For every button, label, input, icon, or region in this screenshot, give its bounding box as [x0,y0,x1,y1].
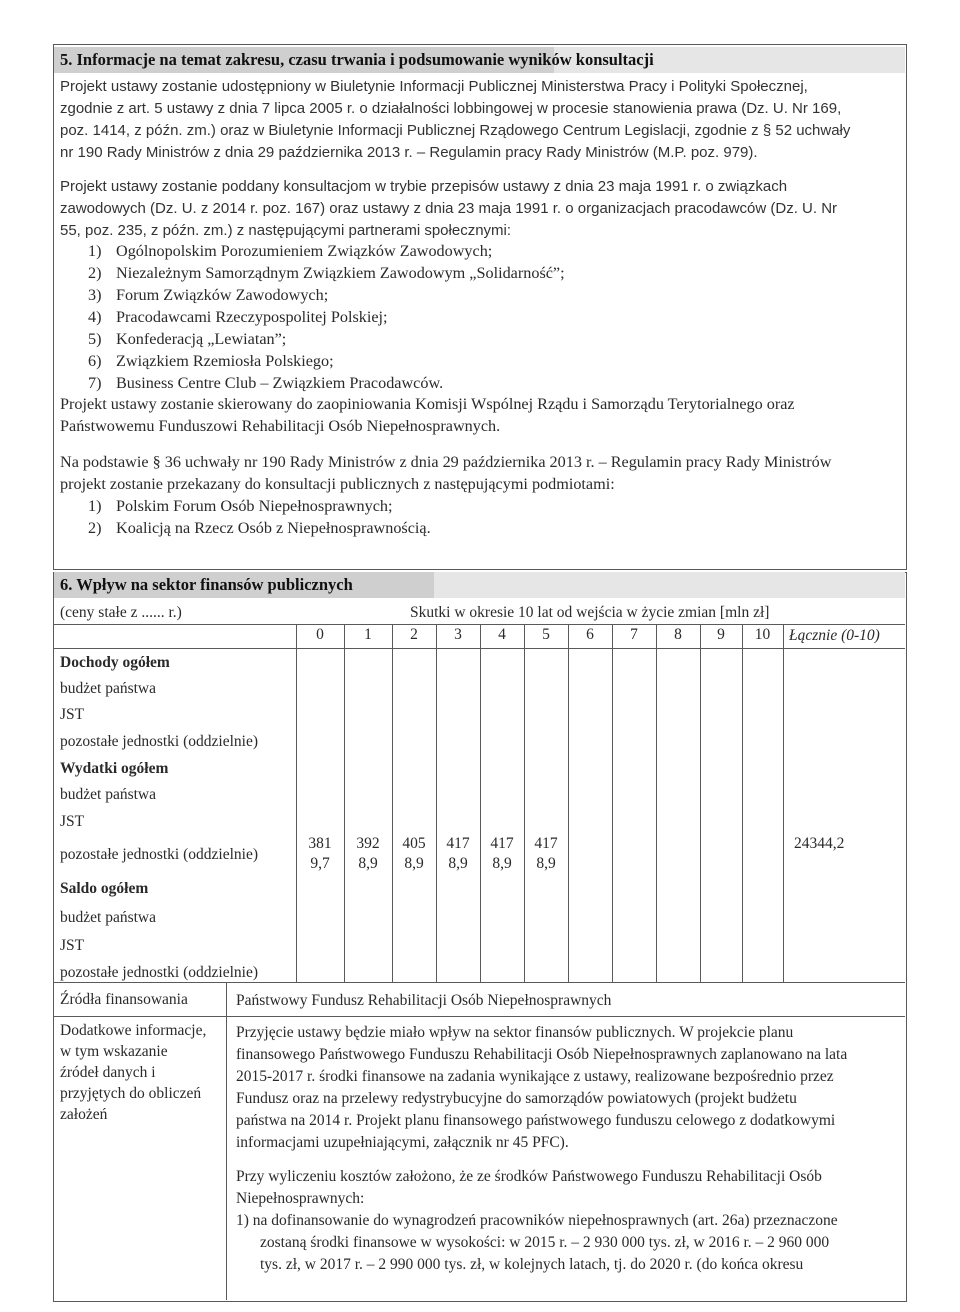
entity-item-label: Polskim Forum Osób Niepełnosprawnych; [116,497,393,515]
value-line-2: 8,9 [536,855,556,872]
row-expenditure-total: Wydatki ogółem [60,760,169,777]
value-line-1: 417 [534,835,558,852]
row-balance-state: budżet państwa [60,909,156,926]
year-column-header: 5 [542,626,550,643]
year-column-header: 10 [754,626,771,643]
info-p2-2: Niepełnosprawnych: [236,1190,365,1207]
partner-item [88,350,334,372]
paragraph-public-consult-1: Na podstawie § 36 uchwały nr 190 Rady Ministrów z dnia 29 października 2013 r. – Regulamin pracy Rady Ministrów [60,453,832,471]
year-column-header: 2 [410,626,418,643]
year-column-header: 1 [364,626,372,643]
partner-item [88,240,492,262]
paragraph-lobbying-1: Projekt ustawy zostanie udostępniony w Biuletynie Informacji Publicznej Ministerstwa Pracy i Polityki Społecznej, [60,78,808,95]
info-label-4: przyjętych do obliczeń [60,1085,202,1102]
info-p1-1: Przyjęcie ustawy będzie miało wpływ na sektor finansów publicznych. W projekcie planu [236,1024,794,1041]
section-5-title: 5. Informacje na temat zakresu, czasu trwania i podsumowanie wyników konsultacji [60,50,654,69]
entity-item [88,495,393,517]
expenditure-total-value: 24344,2 [794,835,845,852]
paragraph-lobbying-2: zgodnie z art. 5 ustawy z dnia 7 lipca 2005 r. o działalności lobbingowej w procesie stanowienia prawa (Dz. U. Nr 169, [60,100,842,117]
year-column-header: 8 [674,626,682,643]
partner-item [88,372,443,394]
info-p2-4: zostaną środki finansowe w wysokości: w 2015 r. – 2 930 000 tys. zł, w 2016 r. – 2 960 000 [260,1234,830,1251]
info-label-2: w tym wskazanie [60,1043,168,1060]
paragraph-lobbying-3: poz. 1414, z późn. zm.) oraz w Biuletynie Informacji Publicznej Rządowego Centrum Legislacji, zgodnie z § 52 uchwały [60,122,851,139]
expenditure-other-value [296,834,344,874]
year-column-header: 4 [498,626,506,643]
paragraph-unions-1: Projekt ustawy zostanie poddany konsultacjom w trybie przepisów ustawy z dnia 23 maja 1991 r. o związkach [60,178,788,195]
value-line-1: 417 [490,835,514,852]
row-income-total: Dochody ogółem [60,654,170,671]
partner-item-label: Forum Związków Zawodowych; [116,286,329,304]
partner-item [88,328,286,350]
value-line-2: 8,9 [492,855,512,872]
partner-item-label: Business Centre Club – Związkiem Pracodawców. [116,374,444,392]
paragraph-lobbying-4: nr 190 Rady Ministrów z dnia 29 października 2013 r. – Regulamin pracy Rady Ministrów (M.P. poz. 979). [60,144,758,161]
info-label-5: założeń [60,1106,108,1123]
section-5-header [54,47,905,73]
info-p1-5: państwa na 2014 r. Projekt planu finansowego państwowego funduszu celowego z dodatkowymi [236,1112,836,1129]
info-p1-3: 2015-2017 r. środki finansowe na zadania wynikające z ustawy, realizowane bezpośrednio przez [236,1068,834,1085]
info-label-3: źródeł danych i [60,1064,156,1081]
value-line-2: 8,9 [358,855,378,872]
value-line-1: 417 [446,835,470,852]
paragraph-commission-1: Projekt ustawy zostanie skierowany do zaopiniowania Komisji Wspólnej Rządu i Samorządu Terytorialnego oraz [60,395,795,413]
value-line-2: 9,7 [310,855,330,872]
value-line-1: 405 [402,835,426,852]
paragraph-commission-2: Państwowemu Funduszowi Rehabilitacji Osób Niepełnosprawnych. [60,417,501,435]
row-income-state: budżet państwa [60,680,156,697]
partner-item [88,284,328,306]
paragraph-unions-3: 55, poz. 235, z późn. zm.) z następującymi partnerami społecznymi: [60,222,512,239]
row-balance-jst: JST [60,937,85,954]
year-column-header: 6 [586,626,594,643]
expenditure-other-value [480,834,524,874]
info-p1-6: informacjami uzupełniającymi, załącznik nr 45 PFC). [236,1134,569,1151]
info-p1-4: Fundusz oraz na przelewy redystrybucyjne do samorządów powiatowych (projekt budżetu [236,1090,797,1107]
partner-item-label: Konfederacją „Lewiatan”; [116,330,287,348]
entity-item [88,517,431,539]
total-header: Łącznie (0-10) [789,627,880,644]
section-6-header [54,572,905,598]
row-expenditure-jst: JST [60,813,85,830]
partner-item-number: 6) [88,352,102,370]
year-column-header: 7 [630,626,638,643]
partner-item-label: Ogólnopolskim Porozumieniem Związków Zawodowych; [116,242,493,260]
info-label-1: Dodatkowe informacje, [60,1022,207,1039]
row-expenditure-state: budżet państwa [60,786,156,803]
info-p2-3: 1) na dofinansowanie do wynagrodzeń pracowników niepełnosprawnych (art. 26a) przeznaczone [236,1212,838,1229]
partner-item-label: Pracodawcami Rzeczypospolitej Polskiej; [116,308,388,326]
entity-item-label: Koalicją na Rzecz Osób z Niepełnosprawnością. [116,519,431,537]
expenditure-other-value [436,834,480,874]
row-balance-other: pozostałe jednostki (oddzielnie) [60,964,258,981]
partner-item-label: Niezależnym Samorządnym Związkiem Zawodowym „Solidarność”; [116,264,565,282]
paragraph-public-consult-2: projekt zostanie przekazany do konsultacji publicznych z następującymi podmiotami: [60,475,615,493]
value-line-2: 8,9 [404,855,424,872]
info-p2-5: tys. zł, w 2017 r. – 2 990 000 tys. zł, w kolejnych latach, tj. do 2020 r. (do końca okresu [260,1256,804,1273]
row-income-other: pozostałe jednostki (oddzielnie) [60,733,258,750]
entity-item-number: 1) [88,497,102,515]
sources-value: Państwowy Fundusz Rehabilitacji Osób Niepełnosprawnych [236,992,612,1009]
value-line-1: 381 [308,835,332,852]
partner-item-label: Związkiem Rzemiosła Polskiego; [116,352,334,370]
partner-item-number: 7) [88,374,102,392]
partner-item-number: 5) [88,330,102,348]
entity-item-number: 2) [88,519,102,537]
section-6-title: 6. Wpływ na sektor finansów publicznych [60,575,353,594]
partner-item [88,306,388,328]
paragraph-unions-2: zawodowych (Dz. U. z 2014 r. poz. 167) oraz ustawy z dnia 23 maja 1991 r. o organizacjach pracodawców (Dz. U. Nr [60,200,838,217]
expenditure-other-value [524,834,568,874]
value-line-1: 392 [356,835,380,852]
info-p1-2: finansowego Państwowego Funduszu Rehabilitacji Osób Niepełnosprawnych zaplanowano na lata [236,1046,848,1063]
year-column-header: 0 [316,626,324,643]
prices-label: (ceny stałe z ...... r.) [60,604,182,621]
value-line-2: 8,9 [448,855,468,872]
row-expenditure-other: pozostałe jednostki (oddzielnie) [60,846,258,863]
partner-item-number: 1) [88,242,102,260]
partner-item-number: 3) [88,286,102,304]
year-column-header: 9 [717,626,725,643]
effects-header: Skutki w okresie 10 lat od wejścia w życie zmian [mln zł] [410,604,770,621]
expenditure-other-value [392,834,436,874]
row-income-jst: JST [60,706,85,723]
partner-item [88,262,565,284]
year-column-header: 3 [454,626,462,643]
partner-item-number: 4) [88,308,102,326]
info-p2-1: Przy wyliczeniu kosztów założono, że ze środków Państwowego Funduszu Rehabilitacji Osób [236,1168,822,1185]
sources-label: Źródła finansowania [60,991,188,1008]
expenditure-other-value [344,834,392,874]
partner-item-number: 2) [88,264,102,282]
row-balance-total: Saldo ogółem [60,880,149,897]
